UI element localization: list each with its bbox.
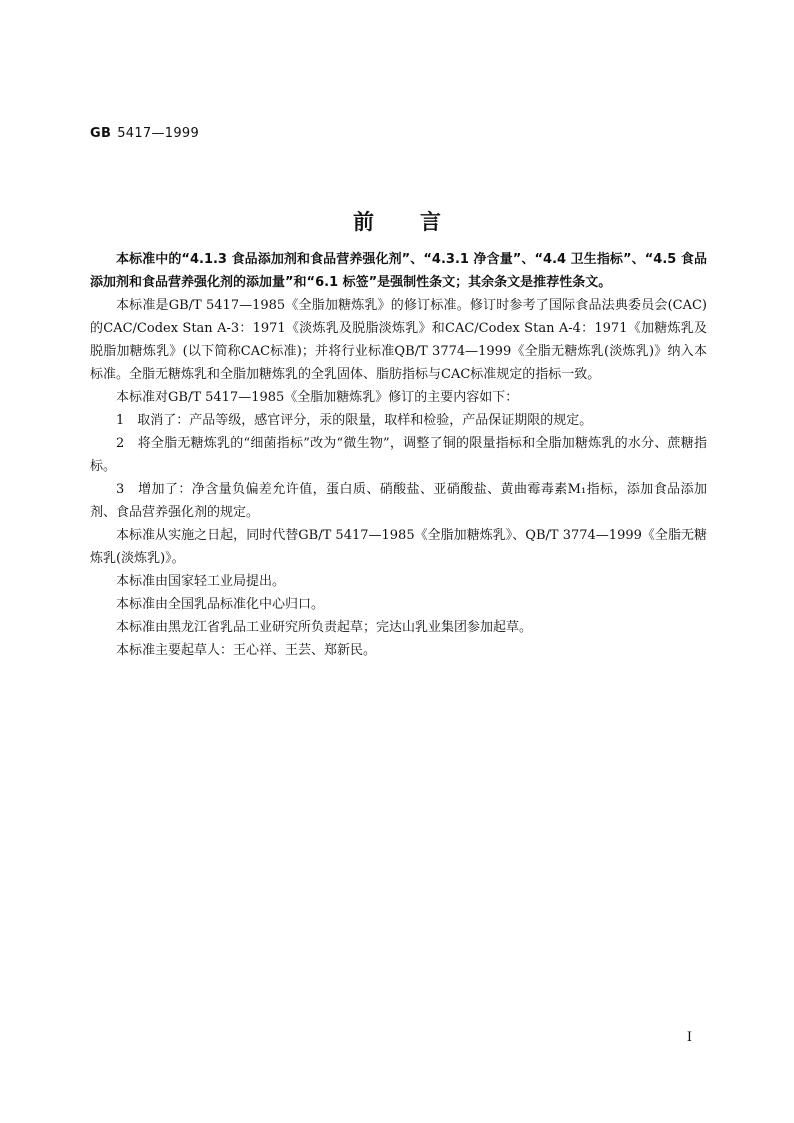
page-number: I [686, 1030, 692, 1045]
revision-basis-paragraph: 本标准是GB/T 5417—1985《全脂加糖炼乳》的修订标准。修订时参考了国际食品法典委员会(CAC)的CAC/Codex Stan A-3：1971《淡炼乳及脱脂淡炼乳》和CAC/Codex Stan A-4：1971《加糖炼乳及脱脂加糖炼乳》(以下简称CAC标准)；并将行业标准QB/T 3774—1999《全脂无糖炼乳(淡炼乳)》纳入本标准。全脂无糖炼乳和全脂加糖炼乳的全乳固体、脂肪指标与CAC标准规定的指标一致。 [90, 298, 707, 382]
change-item-1: 1 取消了：产品等级，感官评分，汞的限量，取样和检验，产品保证期限的规定。 [116, 413, 593, 428]
change-item-2: 2 将全脂无糖炼乳的“细菌指标”改为“微生物”，调整了铜的限量指标和全脂加糖炼乳的水分、蔗糖指标。 [90, 436, 707, 474]
title-char-2: 言 [420, 210, 441, 234]
mandatory-clauses-paragraph: 本标准中的“4.1.3 食品添加剂和食品营养强化剂”、“4.3.1 净含量”、“4.4 卫生指标”、“4.5 食品添加剂和食品营养强化剂的添加量”和“6.1 标签”是强制性条文；其余条文是推荐性条文。 [90, 252, 707, 290]
change-item-3: 3 增加了：净含量负偏差允许值，蛋白质、硝酸盐、亚硝酸盐、黄曲霉毒素M₁指标，添加食品添加剂、食品营养强化剂的规定。 [90, 482, 707, 520]
drafting-org-paragraph: 本标准由黑龙江省乳品工业研究所负责起草；完达山乳业集团参加起草。 [116, 620, 533, 635]
proposer-paragraph: 本标准由国家轻工业局提出。 [116, 574, 286, 589]
replacement-paragraph: 本标准从实施之日起，同时代替GB/T 5417—1985《全脂加糖炼乳》、QB/T 3774—1999《全脂无糖炼乳(淡炼乳)》。 [90, 528, 707, 566]
standard-prefix: GB [90, 126, 112, 141]
centralized-unit-paragraph: 本标准由全国乳品标准化中心归口。 [116, 597, 325, 612]
foreword-body [90, 248, 707, 662]
drafters-paragraph: 本标准主要起草人：王心祥、王芸、郑新民。 [116, 643, 377, 658]
standard-code: 5417—1999 [117, 126, 200, 141]
page-title [0, 206, 794, 236]
standard-code-header [90, 126, 199, 141]
title-char-1: 前 [353, 210, 374, 234]
changes-intro-paragraph: 本标准对GB/T 5417—1985《全脂加糖炼乳》修订的主要内容如下： [116, 390, 519, 405]
